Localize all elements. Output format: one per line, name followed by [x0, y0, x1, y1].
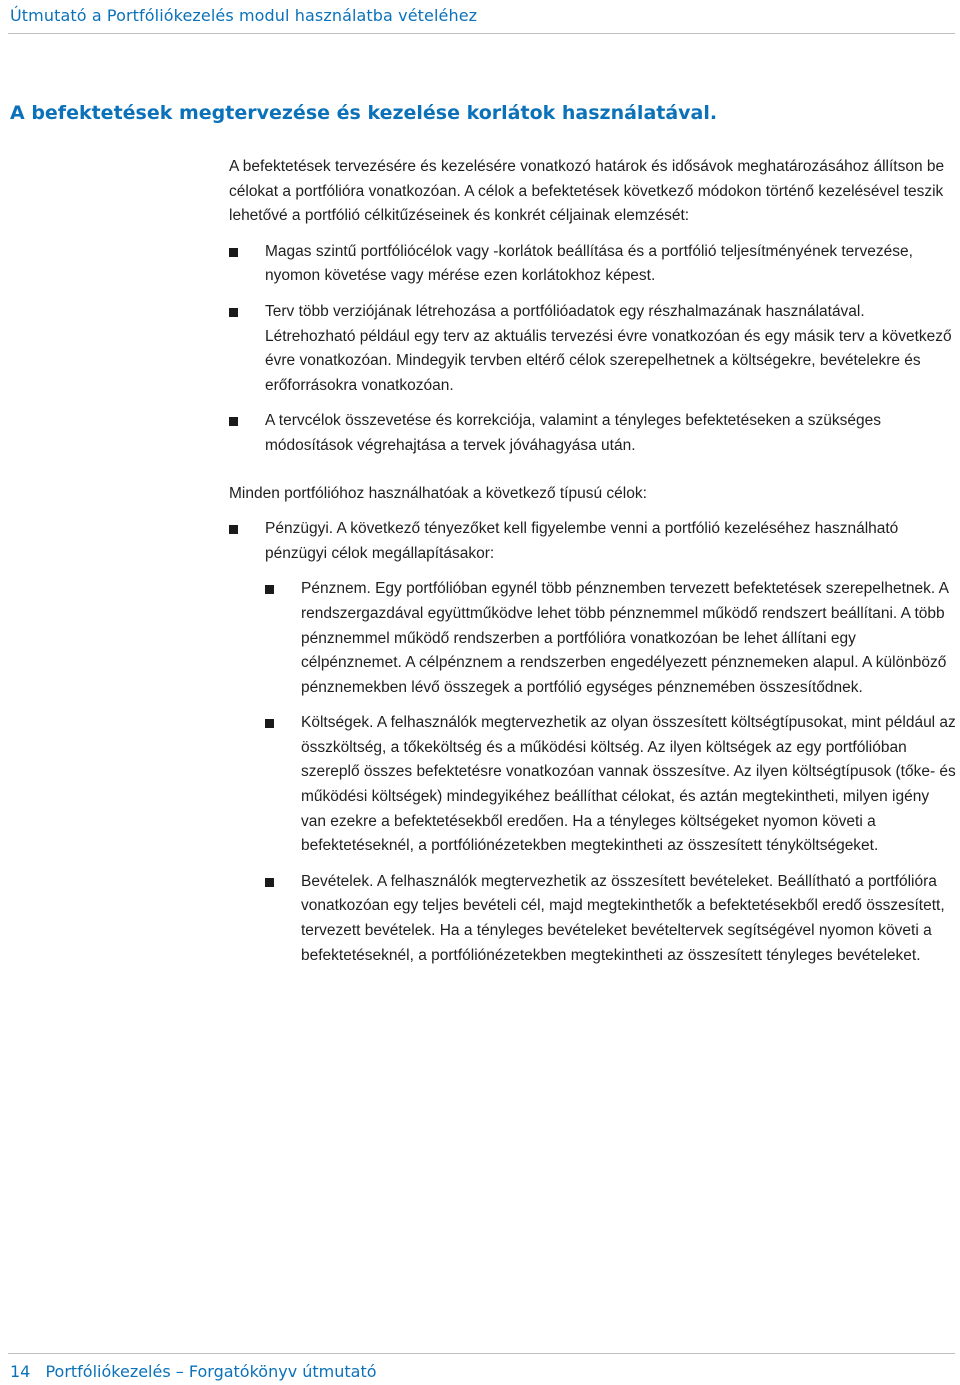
page-footer — [10, 1362, 377, 1382]
square-bullet-icon — [265, 719, 274, 728]
list-item-currency — [265, 577, 957, 700]
square-bullet-icon — [229, 525, 238, 534]
intro-paragraph: A befektetések tervezésére és kezelésére vonatkozó határok és idősávok meghatározásához állítson be célokat a portfólióra vonatkozóan. A célok a befektetések következő módokon történő kezelésével teszik lehetővé a portfólió célkitűzéseinek és konkrét céljainak elemzését: — [229, 158, 945, 225]
list-item-text: Terv több verziójának létrehozása a portfólióadatok egy részhalmazának használatával. Létrehozható például egy terv az aktuális tervezési évre vonatkozóan és egy másik terv a következő évre vonatkozóan. Mindegyik tervben eltérő célok szerepelhetnek a költségekre, bevételekre és erőforrásokra vonatkozóan. — [265, 302, 952, 394]
square-bullet-icon — [229, 308, 238, 317]
list-item-text: Bevételek. A felhasználók megtervezhetik az összesített bevételeket. Beállítható a portfólióra vonatkozóan egy teljes bevételi cél, majd megtekinthetők a befektetésekből eredő összesített, tervezett bevételek. Ha a tényleges bevételeket bevételtervek segítségével nyomon követi a befektetéseknél, a portfóliónézetekben megtekintheti az összesített tényleges bevételeket. — [301, 872, 945, 964]
square-bullet-icon — [229, 417, 238, 426]
square-bullet-icon — [265, 585, 274, 594]
section-heading: A befektetések megtervezése és kezelése korlátok használatával. — [10, 102, 718, 124]
page-number: 14 — [10, 1362, 31, 1381]
list-item-text: Magas szintű portfóliócélok vagy -korlátok beállítása és a portfólió teljesítményének tervezése, nyomon követése vagy mérése ezen korlátokhoz képest. — [265, 242, 913, 285]
square-bullet-icon — [265, 878, 274, 887]
list-item — [229, 409, 957, 458]
list-item — [229, 240, 957, 289]
running-header: Útmutató a Portfóliókezelés modul használatba vételéhez — [10, 6, 478, 25]
body-content — [229, 155, 957, 979]
header-divider — [8, 33, 955, 34]
goal-types-intro: Minden portfólióhoz használhatóak a következő típusú célok: — [229, 484, 647, 502]
list-item-costs — [265, 711, 957, 859]
list-item-text: Pénznem. Egy portfólióban egynél több pénznemben tervezett befektetések szerepelhetnek. A rendszergazdával együttműködve lehet több pénznemmel működő rendszert beállítani. A több pénznemmel működő rendszerben a portfólióra vonatkozóan be lehet állítani egy célpénznemet. A célpénznem a rendszerben engedélyezett pénznemeken alapul. A különböző pénznemekben lévő összegek a portfólió egységes pénznemében összesítődnek. — [301, 580, 949, 696]
list-item-text: A tervcélok összevetése és korrekciója, valamint a tényleges befektetéseken a szükséges módosítások végrehajtása a tervek jóváhagyása után. — [265, 412, 882, 454]
footer-divider — [8, 1353, 955, 1354]
square-bullet-icon — [229, 248, 238, 257]
list-item-financial — [229, 517, 957, 968]
goal-types-list — [229, 517, 957, 968]
footer-title: Portfóliókezelés – Forgatókönyv útmutató — [45, 1362, 377, 1381]
list-item-text: Költségek. A felhasználók megtervezhetik az olyan összesített költségtípusokat, mint például az összköltség, a tőkeköltség és a működési költség. Az ilyen költségek az egy portfólióban szereplő összes befektetésre vonatkozóan vannak összesítve. Az ilyen költségtípusok (tőke- és működési költségek) mindegyikéhez beállíthat célokat, és aztán megtekintheti, milyen igény van ezekre a befektetésekből eredően. Ha a tényleges költségeket nyomon követi a befektetéseknél, a portfóliónézetekben megtekintheti az összesített tényköltségeket. — [301, 714, 956, 855]
list-item-text: Pénzügyi. A következő tényezőket kell figyelembe venni a portfólió kezeléséhez használható pénzügyi célok megállapításakor: — [265, 520, 899, 562]
financial-factors-list — [265, 577, 957, 968]
list-item-revenues — [265, 870, 957, 968]
list-item — [229, 300, 957, 398]
uses-list — [229, 240, 957, 459]
